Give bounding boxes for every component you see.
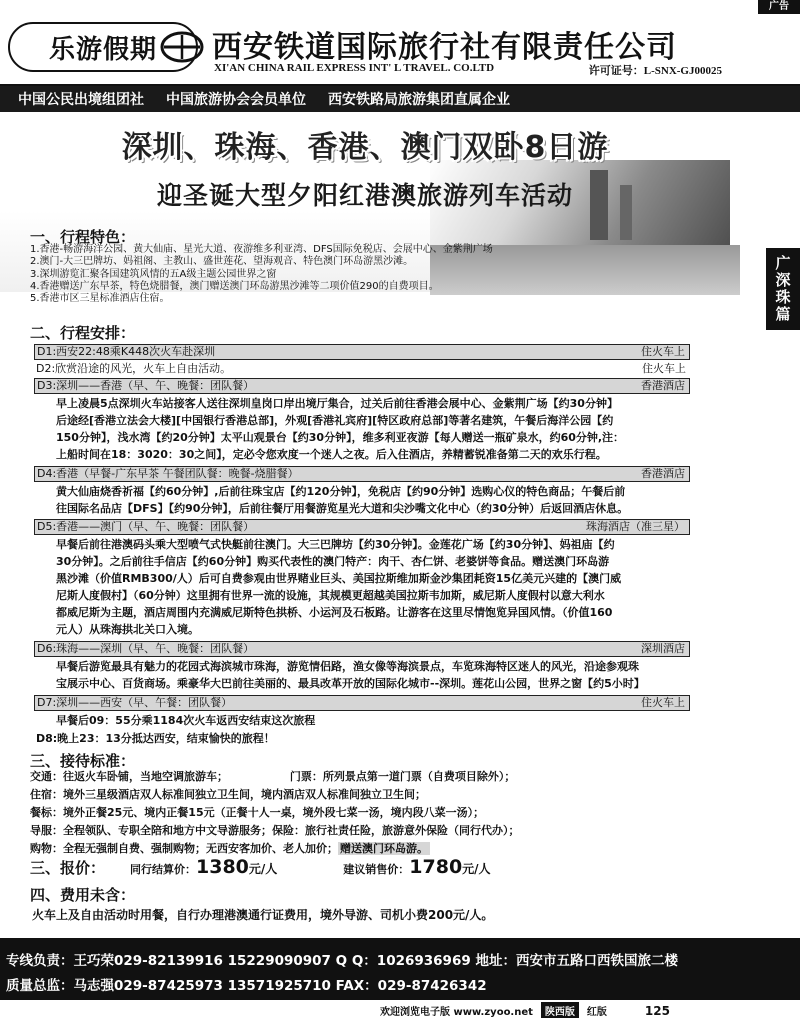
retail-price-value: 1780 [409,856,463,878]
feature-item: 2.澳门-大三巴牌坊、妈祖阁、主教山、盛世莲花、望海观音、特色澳门环岛游黑沙滩。 [30,256,414,268]
day-title: D8:晚上23：13分抵达西安，结束愉快的旅程！ [36,732,275,745]
feature-item: 1.香港-畅游海洋公园、黄大仙庙、星光大道、夜游维多利亚湾、DFS国际免税店、会展中心、金紫荆广场 [30,244,493,255]
membership-item: 中国旅游协会会员单位 [166,92,306,108]
company-name-en: XI'AN CHINA RAIL EXPRESS INT' L TRAVEL. CO.LTD [214,62,495,74]
standard-tickets: 门票：所列景点第一道门票（自费项目除外）； [289,770,516,783]
feature-item: 3.深圳游览汇聚各国建筑风情的五A级主题公园世界之窗 [30,268,277,280]
standard-meals: 餐标：境外正餐25元、境内正餐15元（正餐十人一桌，境外段七菜一汤，境内段八菜一汤）； [30,806,485,819]
side-tab-char: 篇 [775,305,791,323]
site-url: 欢迎浏览电子版 www.zyoo.net [380,1007,533,1018]
peer-price-unit: 元/人 [248,862,278,876]
day-lodging: 香港酒店 [641,467,685,480]
retail-price-unit: 元/人 [462,862,491,876]
day-desc-line: 尼斯人度假村】（60分钟）这里拥有世界一流的设施，其规模更超越美国拉斯韦加斯，威尼斯人度假村以意大利水 [56,589,605,602]
day-desc-line: 都威尼斯为主题，酒店周围内充满威尼斯特色拱桥、小运河及石板路。让游客在这里尽情饱览异国风情。（价值160 [56,606,613,619]
feature-item: 4.香港赠送广东早茶，特色烧腊餐，澳门赠送澳门环岛游黑沙滩等二项价值290的自费项目。 [30,280,439,292]
side-tab-char: 深 [775,271,791,289]
region-badge: 陕西版 [541,1002,579,1018]
day7-description: 早餐后09：55分乘1184次火车返西安结束这次旅程 [56,714,316,727]
day3-bar [34,378,690,394]
day-title: D6:珠海——深圳（早、午、晚餐：团队餐） [37,642,255,655]
day-desc-line: 后途经[香港立法会大楼][中国银行香港总部]，外观[香港礼宾府][特区政府总部]等著名建筑，午餐后海洋公园【约 [56,414,614,427]
day-desc-line: 早上凌晨5点深圳火车站接客人送往深圳皇岗口岸出境厅集合，过关后前往香港会展中心、金紫荆广场【约30分钟】 [56,397,618,410]
shopping-highlight: 赠送澳门环岛游。 [340,842,428,855]
day-desc-line: 30分钟】。之后前往手信店【约60分钟】购买代表性的澳门特产：肉干、杏仁饼、老婆饼等食品。赠送澳门环岛游 [56,555,610,568]
day1-bar [34,344,690,360]
day-lodging: 珠海酒店（准三星） [586,520,685,533]
license-number: 许可证号：L-SNX-GJ00025 [588,65,722,77]
day2-row [34,361,690,377]
day-title: D7:深圳——西安（早、午餐：团队餐） [37,696,233,709]
day-title: D5:香港——澳门（早、午、晚餐：团队餐） [37,520,255,533]
peer-price-label: 同行结算价： [130,863,196,876]
day-desc-line: 150分钟】，浅水湾【约20分钟】太平山观景台【约30分钟】，维多利亚夜游【每人赠送一瓶矿泉水，约60分钟,注： [56,431,625,444]
price-heading: 三、报价： [30,859,106,877]
membership-item: 中国公民出境组团社 [18,92,144,108]
membership-bar [0,86,800,112]
day-lodging: 香港酒店 [641,379,685,392]
day-title: D4:香港（早餐-广东早茶 午餐团队餐：晚餐-烧腊餐） [37,467,299,480]
day-title: D2:欣赏沿途的风光，火车上自由活动。 [36,362,232,375]
price-row [30,856,690,882]
day3-description [56,395,690,463]
day-desc-line: 往国际名品店【DFS】【约90分钟】，后前往餐厅用餐游览星光大道和尖沙嘴文化中心（约30分钟）后返回酒店休息。 [56,502,629,515]
contact-footer [0,938,800,1000]
rail-logo-icon [160,30,204,64]
retail-price-label: 建议销售价： [343,863,410,876]
fees-text: 火车上及自由活动时用餐，自行办理港澳通行证费用，境外导游、司机小费200元/人。 [32,908,494,922]
side-tab-char: 珠 [775,288,791,306]
day6-bar [34,641,690,657]
contact-row-1: 专线负责：王巧荣029-82139916 15229090907 Q Q：1026936969 地址：西安市五路口西铁国旅二楼 [6,953,678,969]
standard-row [30,768,690,786]
shopping-text: 购物：全程无强制自费、强制购物；无西安客加价、老人加价； [30,842,338,855]
ad-tag: 广告 [758,0,800,14]
contact-row-2: 质量总监：马志强029-87425973 13571925710 FAX：029-87426342 [6,978,487,994]
day-lodging: 住火车上 [641,345,685,358]
day-desc-line: 元人）从珠海拱北关口入境。 [56,623,199,636]
day4-description [56,483,690,517]
page-footer [380,1002,670,1018]
standard-guide: 导服：全程领队、专职全陪和地方中文导游服务；保险：旅行社责任险，旅游意外保险（同行代办）； [30,824,520,837]
features-list [30,244,690,305]
day-title: D1:西安22:48乘K448次火车赴深圳 [37,345,216,358]
header [0,14,800,86]
day-lodging: 住火车上 [641,696,685,709]
membership-item: 西安铁路局旅游集团直属企业 [328,92,510,108]
day6-description [56,658,690,692]
day-lodging: 深圳酒店 [641,642,685,655]
page-number: 125 [644,1003,670,1018]
day4-bar [34,466,690,482]
day-title: D3:深圳——香港（早、午、晚餐：团队餐） [37,379,255,392]
day-desc-line: 宝展示中心、百货商场。乘豪华大巴前往美丽的、最具改革开放的国际化城市--深圳。莲花山公园，世界之窗【约5小时】 [56,677,645,690]
itinerary-heading: 二、行程安排： [30,324,136,342]
day5-description [56,536,690,638]
company-name-cn: 西安铁道国际旅行社有限责任公司 [212,30,677,65]
tour-title: 深圳、珠海、香港、澳门双卧8日游 [121,130,609,165]
side-tab-char: 广 [775,254,791,272]
peer-price-value: 1380 [196,856,249,878]
feature-item: 5.香港市区三星标准酒店住宿。 [30,293,170,305]
standard-lodging: 住宿：境外三星级酒店双人标准间独立卫生间，境内酒店双人标准间独立卫生间； [30,788,426,801]
standards-heading: 三、接待标准： [30,752,136,770]
standards-list [30,768,690,858]
day-desc-line: 上船时间在18：3020：30之间】，定必令您欢度一个迷人之夜。后入住酒店，养精蓄锐准备第二天的欢乐行程。 [56,448,607,461]
day-desc-line: 早餐后前往港澳码头乘大型喷气式快艇前往澳门。大三巴牌坊【约30分钟】。金莲花广场【约30分钟】、妈祖庙【约 [56,538,615,551]
day7-bar [34,695,690,711]
region-side-tab [766,248,800,330]
brand-logo-text: 乐游假期 [8,22,198,72]
day-desc-line: 黑沙滩（价值RMB300/人）后可自费参观由世界赌业巨头、美国拉斯维加斯金沙集团耗资15亿美元兴建的【澳门威 [56,572,622,585]
standard-transport: 交通：往返火车卧铺，当地空调旅游车； [30,770,228,783]
day-desc-line: 早餐后游览最具有魅力的花园式海滨城市珠海，游览情侣路，渔女像等海滨景点，车览珠海特区迷人的风光，沿途参观珠 [56,660,639,673]
tour-subtitle: 迎圣诞大型夕阳红港澳旅游列车活动 [156,181,573,210]
features-heading: 一、行程特色： [30,228,136,246]
day-lodging: 住火车上 [642,362,686,375]
day-desc-line: 黄大仙庙烧香祈福【约60分钟】,后前往珠宝店【约120分钟】，免税店【约90分钟】选购心仪的特色商品；午餐后前 [56,485,626,498]
fees-heading: 四、费用未含： [30,886,136,904]
edition-label: 红版 [586,1007,607,1018]
day8-row [34,731,690,747]
day5-bar [34,519,690,535]
